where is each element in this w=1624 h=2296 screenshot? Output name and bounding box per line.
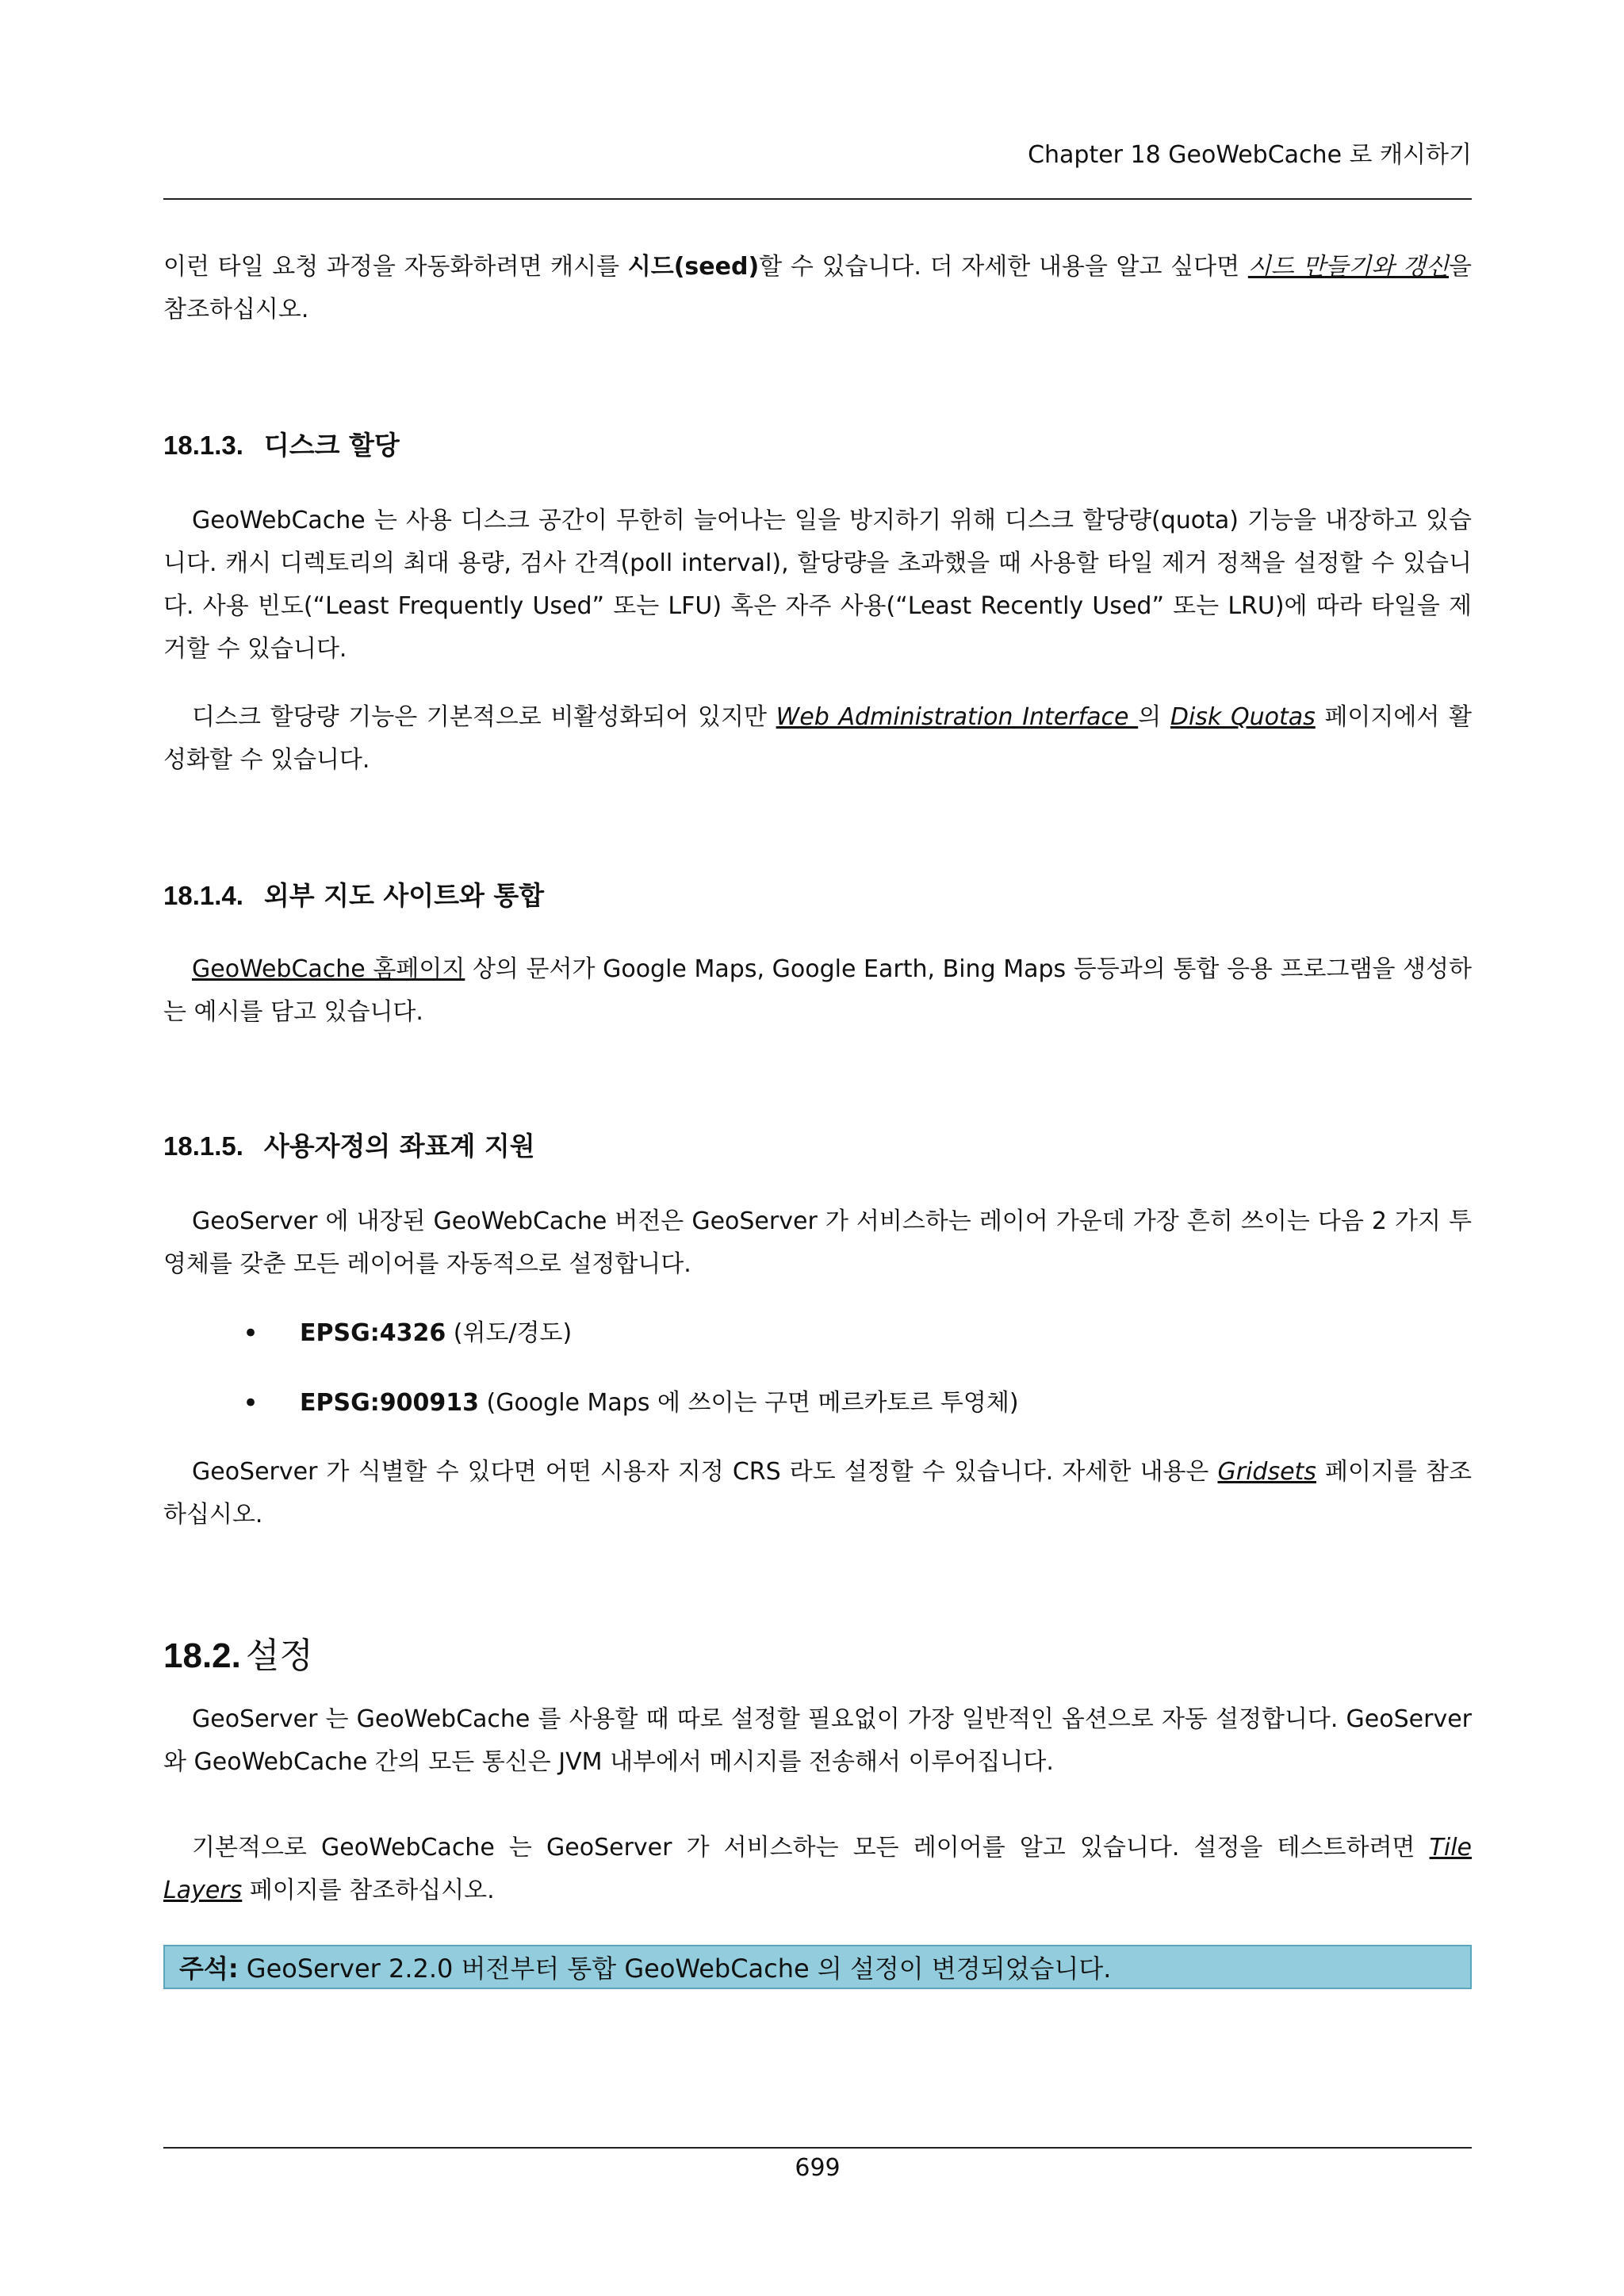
note-text: GeoServer 2.2.0 버전부터 통합 GeoWebCache 의 설정이 변경되었습니다. [238, 1954, 1112, 1984]
bullet-icon: • [243, 1387, 259, 1419]
crs-paragraph-1: GeoServer 에 내장된 GeoWebCache 버전은 GeoServer 가 서비스하는 레이어 가운데 가장 흔히 쓰이는 다음 2 가지 투영체를 갖춘 모든 레이어를 자동적으로 설정합니다. [163, 1207, 1472, 1278]
list-item: • EPSG:4326 (위도/경도) [163, 1310, 1472, 1357]
projection-list [163, 1310, 1472, 1427]
page-number: 699 [795, 2154, 841, 2182]
seed-term: 시드(seed) [627, 253, 760, 281]
section-heading-18-1-5: 18.1.5. 사용자정의 좌표계 지원 [163, 1131, 535, 1161]
web-admin-interface-link[interactable]: Web Administration Interface [776, 703, 1139, 731]
crs-paragraph-2: GeoServer 가 식별할 수 있다면 어떤 시용자 지정 CRS 라도 설정할 수 있습니다. 자세한 내용은 Gridsets 페이지를 참조하십시오. [163, 1458, 1473, 1529]
tile-layers-link[interactable]: Tile Layers [163, 1834, 1472, 1904]
section-heading-18-2: 18.2. 설정 [163, 1636, 313, 1676]
running-header: Chapter 18 GeoWebCache 로 캐시하기 [1028, 141, 1472, 169]
section-heading-18-1-4: 18.1.4. 외부 지도 사이트와 통합 [163, 880, 545, 911]
geowebcache-homepage-link[interactable]: GeoWebCache 홈페이지 [192, 955, 465, 983]
configuration-paragraph-2: 기본적으로 GeoWebCache 는 GeoServer 가 서비스하는 모든 레이어를 알고 있습니다. 설정을 테스트하려면 Tile Layers 페이지를 참조하십시오. [163, 1834, 1472, 1904]
disk-quota-paragraph-2: 디스크 할당량 기능은 기본적으로 비활성화되어 있지만 Web Administration Interface 의 Disk Quotas 페이지에서 활성화할 수 있습니다. [163, 703, 1473, 774]
disk-quotas-link[interactable]: Disk Quotas [1170, 703, 1316, 731]
header-divider [163, 198, 1472, 200]
note-label: 주석: [179, 1954, 239, 1984]
external-maps-paragraph: GeoWebCache 홈페이지 상의 문서가 Google Maps, Google Earth, Bing Maps 등등과의 통합 응용 프로그램을 생성하는 예시를 담고 있습니다. [163, 955, 1472, 1026]
intro-paragraph: 이런 타일 요청 과정을 자동화하려면 캐시를 시드(seed)할 수 있습니다. 더 자세한 내용을 알고 싶다면 시드 만들기와 갱신을 참조하십시오. [163, 253, 1473, 323]
disk-quota-paragraph-1: GeoWebCache 는 사용 디스크 공간이 무한히 늘어나는 일을 방지하기 위해 디스크 할당량(quota) 기능을 내장하고 있습니다. 캐시 디렉토리의 최대 용량, 검사 간격(poll interval), 할당량을 초과했을 때 사용할 타일 제거 정책을 설정할 수 있습니다. 사용 빈도(“Least Frequently Used” 또는 LFU) 혹은 자주 사용(“Least Recently Used” 또는 LRU)에 따라 타일을 제거할 수 있습니다. [163, 507, 1472, 663]
section-heading-18-1-3: 18.1.3. 디스크 할당 [163, 430, 400, 461]
note-box [163, 1945, 1472, 1989]
gridsets-link[interactable]: Gridsets [1217, 1458, 1316, 1486]
bullet-icon: • [243, 1318, 259, 1349]
seed-link[interactable]: 시드 만들기와 갱신 [1247, 253, 1450, 281]
footer-divider [163, 2147, 1472, 2149]
list-item: • EPSG:900913 (Google Maps 에 쓰이는 구면 메르카토르 투영체) [163, 1380, 1472, 1427]
configuration-paragraph-1: GeoServer 는 GeoWebCache 를 사용할 때 따로 설정할 필요없이 가장 일반적인 옵션으로 자동 설정합니다. GeoServer 와 GeoWebCache 간의 모든 통신은 JVM 내부에서 메시지를 전송해서 이루어집니다. [163, 1705, 1472, 1776]
